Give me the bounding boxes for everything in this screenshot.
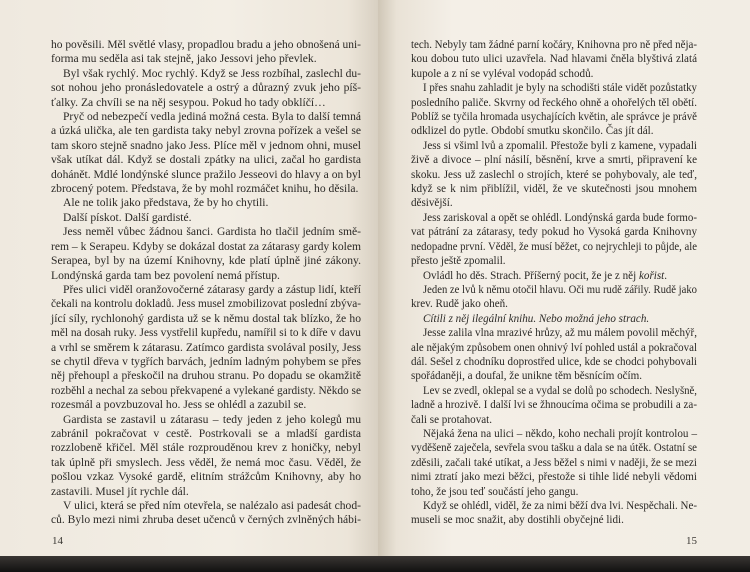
line-text: něj přehoupl a přeskočil na druhou stranu. Po dopadu se okamžitě bbox=[51, 369, 361, 383]
line-text: Další pískot. Další gardisté. bbox=[63, 210, 192, 224]
paragraph bbox=[51, 67, 361, 110]
text-line bbox=[51, 38, 361, 52]
line-fit-wrapper bbox=[423, 211, 697, 225]
line-text: posledního paliče. Skvrny od řeckého ohně a ohořelých těl obětí. bbox=[411, 96, 697, 109]
line-text: a vrhl se směrem k zátarasu. Zatímco gardista svolával posily, Jess bbox=[51, 340, 361, 354]
paragraph bbox=[411, 81, 697, 139]
line-text: přesto ještě zpomalil. bbox=[411, 255, 506, 268]
text-line bbox=[411, 369, 697, 383]
text-line bbox=[51, 513, 361, 527]
paragraph bbox=[411, 38, 697, 81]
text-line bbox=[51, 96, 361, 110]
line-fit-wrapper bbox=[411, 441, 697, 455]
line-text: čali se protahovat. bbox=[411, 413, 493, 426]
line-fit-wrapper bbox=[411, 341, 697, 355]
text-line bbox=[51, 384, 361, 398]
line-text: I přes snahu zahladit je byly na schodišti stále vidět pozůstatky bbox=[423, 82, 697, 95]
line-text: Cítili z něj ilegální knihu. Nebo možná jeho strach. bbox=[423, 312, 650, 325]
line-fit-wrapper bbox=[423, 283, 697, 297]
line-text: forma mu seděla asi tak stejně, jako Jessovi jeho převlek. bbox=[51, 52, 317, 66]
line-text: čekali na kontrolu dokladů. Jess musel zmobilizovat poslední zbýva- bbox=[51, 297, 361, 311]
text-line bbox=[411, 441, 697, 455]
text-line bbox=[411, 297, 697, 311]
text-line bbox=[411, 312, 697, 326]
page-number-left: 14 bbox=[52, 535, 63, 547]
line-fit-wrapper bbox=[51, 297, 361, 311]
text-line bbox=[411, 485, 697, 499]
text-line bbox=[51, 398, 361, 412]
paragraph bbox=[411, 499, 697, 528]
line-text: spořádaněji, a doufal, že unikne těm běsnícím očím. bbox=[411, 370, 643, 383]
line-text: nimi ztratí jako mezi běžci, přestože si tihle lidé nebyli vědomi bbox=[411, 471, 697, 484]
line-text: rozesmál a povzbuzoval ho. Jess se ohlédl a zazubil se. bbox=[51, 398, 307, 412]
text-line bbox=[51, 168, 361, 182]
left-page-text bbox=[51, 38, 361, 528]
text-line bbox=[411, 398, 697, 412]
line-text: tak úplně při smyslech. Jess věděl, že nemá moc času. Věděl, že bbox=[51, 455, 361, 469]
line-fit-wrapper bbox=[51, 384, 361, 398]
line-text: Byl však rychlý. Moc rychlý. Když se Jess rozbíhal, zaslechl du- bbox=[63, 66, 361, 80]
text-line bbox=[411, 153, 697, 167]
text-line bbox=[51, 139, 361, 153]
paragraph bbox=[411, 269, 697, 283]
paragraph bbox=[51, 196, 361, 210]
text-line bbox=[51, 110, 361, 124]
line-text: pošlou vzkaz Vysoké gardě, elitním strážcům Knihovny, aby ho bbox=[51, 470, 361, 484]
line-fit-wrapper bbox=[423, 499, 697, 513]
paragraph bbox=[411, 139, 697, 211]
paragraph bbox=[411, 384, 697, 427]
paragraph bbox=[411, 283, 697, 312]
paragraph bbox=[411, 427, 697, 499]
line-text: Ovládl ho děs. Strach. Příšerný pocit, že je z něj bbox=[423, 269, 639, 282]
text-line bbox=[51, 269, 361, 283]
line-text: Londýnská garda tam bez povolení nemá přístup. bbox=[51, 268, 280, 282]
text-line bbox=[411, 470, 697, 484]
paragraph bbox=[411, 211, 697, 269]
line-text: vyděšeně zaječela, sevřela svou tašku a dala se na útěk. Ostatní se bbox=[411, 442, 697, 455]
line-text: Jess zariskoval a opět se ohlédl. Londýnská garda bude formo- bbox=[423, 211, 697, 224]
line-text: zabránil pokračovat v cestě. Postrkovali se a mladší gardista bbox=[51, 426, 361, 440]
text-line bbox=[51, 485, 361, 499]
line-text: odklizel do pytle. Období smutku skončilo. Čas jít dál. bbox=[411, 125, 654, 138]
text-line bbox=[51, 240, 361, 254]
paragraph bbox=[51, 211, 361, 225]
line-text: živě a divoce – plní násilí, běsnění, krve a smrti, připravení ke bbox=[411, 154, 697, 167]
line-text: V ulici, která se před ním otevřela, se nalézalo asi padesát chod- bbox=[63, 499, 361, 512]
line-text: když se k nim přiblížil, viděl, že ve skutečnosti jsou mnohem bbox=[411, 183, 697, 196]
line-text: Poblíž se tyčila hromada usychajících květin, ale správce je právě bbox=[411, 111, 697, 124]
line-text: Jess neměl vůbec žádnou šanci. Gardista ho tlačil jedním smě- bbox=[63, 225, 361, 239]
paragraph bbox=[411, 326, 697, 384]
line-fit-wrapper bbox=[423, 326, 697, 340]
book-bottom-edge bbox=[0, 556, 750, 572]
line-text: a úzká ulička, ale ten gardista taky nebyl zrovna pořízek a vešel se bbox=[51, 124, 361, 138]
text-line bbox=[51, 283, 361, 297]
line-text: zastavili. Musel jít rychle dál. bbox=[51, 484, 189, 498]
line-fit-wrapper bbox=[411, 96, 697, 110]
line-fit-wrapper bbox=[51, 513, 361, 527]
paragraph bbox=[51, 38, 361, 67]
text-line bbox=[411, 254, 697, 268]
line-fit-wrapper bbox=[411, 38, 697, 52]
text-line bbox=[411, 124, 697, 138]
text-line bbox=[411, 513, 697, 527]
line-text: nedopadne první. Věděl, že musí běžet, co nejrychleji to půjde, ale bbox=[411, 240, 697, 253]
line-text: sot nohou jeho pronásledovatele a ostrý a důrazný zvuk jeho píš- bbox=[51, 81, 361, 95]
line-text: museli se moc snažit, aby dostihli obyčejné lidi. bbox=[411, 514, 624, 527]
text-line bbox=[411, 384, 697, 398]
line-fit-wrapper bbox=[51, 38, 361, 52]
paragraph bbox=[51, 225, 361, 283]
line-text: Ale ne tolik jako představa, že by ho chytili. bbox=[63, 196, 269, 210]
line-fit-wrapper bbox=[423, 384, 697, 398]
line-text: . bbox=[664, 269, 668, 282]
line-text: Serapea, byl by na území Knihovny, kde platí úplně jiné zákony. bbox=[51, 254, 361, 268]
line-text: krev. Rudě jako oheň. bbox=[411, 298, 508, 311]
text-line bbox=[51, 297, 361, 311]
text-line bbox=[411, 52, 697, 66]
line-text: zděsili, začali také utíkat, a Jess běžel s nimi v naději, že se mezi bbox=[411, 456, 697, 469]
line-text: Přes ulici viděl oranžovočerné zátarasy gardy a zástup lidí, kteří bbox=[63, 282, 361, 296]
text-line bbox=[411, 196, 697, 210]
text-line bbox=[411, 96, 697, 110]
line-text: tam skoro stejně snadno jako Jess. Plíce měl v jednom ohni, musel bbox=[51, 138, 361, 152]
line-text: kupole a z ní se vyléval vodopád schodů. bbox=[411, 67, 594, 80]
paragraph bbox=[411, 312, 697, 326]
line-text: rozzlobeně křičel. Měl stále rozprouděnou krev z honičky, nebyl bbox=[51, 441, 361, 455]
line-text: Lev se zvedl, oklepal se a vydal se dolů po schodech. Neslyšně, bbox=[423, 384, 697, 397]
line-text: zbrocený potem. Představa, že by mohl rozmáčet knihu, ho děsila. bbox=[51, 182, 359, 196]
line-text: vat pátrání za zátarasy, tedy pokud ho Vysoká garda Knihovny bbox=[411, 226, 697, 239]
line-fit-wrapper bbox=[411, 398, 697, 412]
text-line bbox=[51, 254, 361, 268]
text-line bbox=[51, 326, 361, 340]
text-line bbox=[51, 196, 361, 210]
text-line bbox=[411, 67, 697, 81]
line-fit-wrapper bbox=[63, 67, 361, 81]
text-line bbox=[411, 499, 697, 513]
text-line bbox=[51, 341, 361, 355]
text-line bbox=[51, 67, 361, 81]
line-text: skoku. Jess už zaslechl o strojích, které se pohybovaly, ale teď, bbox=[411, 168, 697, 181]
line-text: Pryč od nebezpečí vedla jediná možná cesta. Byla to další temná bbox=[63, 110, 361, 124]
text-line bbox=[411, 38, 697, 52]
text-line bbox=[51, 427, 361, 441]
line-fit-wrapper bbox=[423, 81, 697, 95]
line-text: měl na dosah ruky. Jess vystřelil kupředu, namířil si to k díře v davu bbox=[51, 326, 361, 340]
text-line bbox=[411, 326, 697, 340]
line-text: dohánět. Mdlé londýnské slunce pražilo Jesseovi do hlavy a on byl bbox=[51, 167, 361, 181]
line-text: toho, že jsou teď součástí jeho gangu. bbox=[411, 485, 579, 498]
text-line bbox=[411, 283, 697, 297]
line-text: tech. Nebyly tam žádné parní kočáry, Knihovna pro ně před něja- bbox=[411, 39, 697, 51]
line-text: ho pověsili. Měl světlé vlasy, propadlou bradu a jeho obnošená uni- bbox=[51, 38, 361, 51]
text-line bbox=[411, 413, 697, 427]
line-text: kou dobou tuto ulici uzavřela. Nad hlavami čněla blyštivá zlatá bbox=[411, 53, 697, 66]
line-text: Gardista se zastavil u zátarasu – tedy jeden z jeho kolegů mu bbox=[63, 412, 361, 426]
line-text: dál. Sešel z chodníku doprostřed ulice, kde se chodci pohybovali bbox=[411, 355, 697, 368]
page-number-right: 15 bbox=[686, 535, 697, 547]
line-fit-wrapper bbox=[51, 240, 361, 254]
line-fit-wrapper bbox=[63, 110, 361, 124]
line-text: ců. Bylo mezi nimi zhruba deset učenců v černých zvlněných hábi- bbox=[51, 513, 361, 527]
italic-text: kořist bbox=[638, 269, 665, 282]
paragraph bbox=[51, 499, 361, 528]
text-line bbox=[51, 355, 361, 369]
line-text: ale nějakým způsobem onen ohnivý lví pohled ustál a pokračoval bbox=[411, 341, 697, 354]
text-line bbox=[411, 456, 697, 470]
line-text: Jeden ze lvů k němu otočil hlavu. Oči mu rudě zářily. Rudě jako bbox=[423, 283, 697, 296]
line-fit-wrapper bbox=[51, 168, 361, 182]
text-line bbox=[51, 182, 361, 196]
line-text: Jess si všiml lvů a zpomalil. Přestože byli z kamene, vypadali bbox=[423, 139, 697, 152]
paragraph bbox=[51, 283, 361, 413]
text-line bbox=[411, 427, 697, 441]
line-text: Jesse zalila vlna mrazivé hrůzy, až mu málem povolil měchýř, bbox=[423, 327, 697, 340]
text-line bbox=[411, 182, 697, 196]
text-line bbox=[51, 312, 361, 326]
paragraph bbox=[51, 110, 361, 196]
line-text: se chytil dřeva v tygřích barvách, jedním ladným pohybem se přes bbox=[51, 354, 361, 368]
text-line bbox=[51, 441, 361, 455]
line-text: Když se ohlédl, viděl, že za nimi běží dva lvi. Nespěchali. Ne- bbox=[423, 500, 697, 512]
text-line bbox=[411, 168, 697, 182]
text-line bbox=[51, 81, 361, 95]
text-line bbox=[411, 110, 697, 124]
line-fit-wrapper bbox=[51, 326, 361, 340]
text-line bbox=[411, 269, 697, 283]
text-line bbox=[411, 81, 697, 95]
text-line bbox=[411, 211, 697, 225]
text-line bbox=[51, 153, 361, 167]
line-fit-wrapper bbox=[411, 355, 697, 369]
text-line bbox=[51, 499, 361, 513]
text-line bbox=[51, 124, 361, 138]
text-line bbox=[51, 369, 361, 383]
line-text: ladně a hrozivě. I další lvi se žhnoucíma očima se probudili a za- bbox=[411, 399, 697, 412]
text-line bbox=[51, 456, 361, 470]
text-line bbox=[51, 52, 361, 66]
text-line bbox=[51, 470, 361, 484]
text-line bbox=[411, 341, 697, 355]
line-text: rem – k Serapeu. Kdyby se dokázal dostat za zátarasy gardy kolem bbox=[51, 239, 361, 253]
text-line bbox=[51, 211, 361, 225]
line-text: Nějaká žena na ulici – někdo, koho nechali projít kontrolou – bbox=[423, 427, 697, 440]
line-text: však utíkat dál. Když se dostali zpátky na ulici, začal ho gardista bbox=[51, 153, 361, 167]
text-line bbox=[411, 355, 697, 369]
line-fit-wrapper bbox=[411, 240, 697, 254]
line-text: jící síly, rychlonohý gardista už se k němu dostal tak blízko, že ho bbox=[51, 311, 361, 325]
text-line bbox=[411, 240, 697, 254]
line-fit-wrapper bbox=[411, 456, 697, 470]
right-page-text bbox=[411, 38, 697, 528]
text-line bbox=[51, 225, 361, 239]
line-fit-wrapper bbox=[411, 110, 697, 124]
text-line bbox=[411, 139, 697, 153]
line-text: děsivější. bbox=[411, 197, 453, 210]
text-line bbox=[411, 225, 697, 239]
line-text: ťalky. Za chvíli se na něj sesypou. Pokud ho tady obklíčí… bbox=[51, 95, 326, 109]
text-line bbox=[51, 413, 361, 427]
paragraph bbox=[51, 413, 361, 499]
line-text: rozběhl a nechal za sebou překvapené a vylekané gardisty. Někdo se bbox=[51, 383, 361, 397]
